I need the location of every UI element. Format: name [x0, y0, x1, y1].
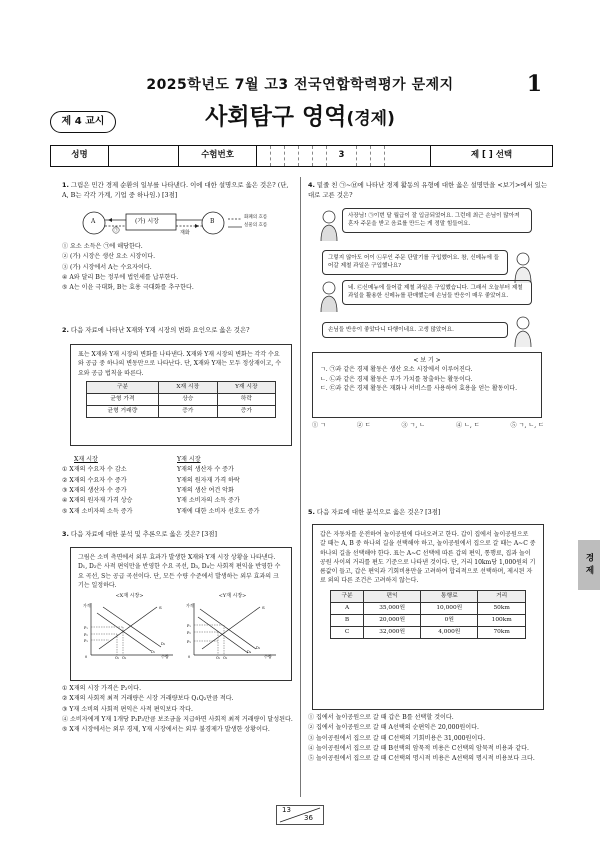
q1-option-2[interactable]: ② (가) 시장은 생산 요소 시장이다.: [62, 253, 156, 261]
q1-stem: 그림은 민간 경제 순환의 일부를 나타낸다. 이에 대한 설명으로 옳은 것은? (단, A, B는 각각 가계, 기업 중 하나임.) [3점]: [62, 181, 289, 199]
svg-text:Q₁: Q₁: [114, 655, 119, 659]
table-cell: 증가: [217, 405, 275, 417]
legend-real: 실물의 흐름: [244, 223, 268, 228]
q5-option-1[interactable]: ① 집에서 놀이공원으로 갈 때 갑은 B를 선택할 것이다.: [308, 714, 454, 721]
bogi-item-2: ㄴ. ㉡과 같은 경제 활동은 부가 가치를 창출하는 활동이다.: [320, 375, 473, 383]
y-market-svg: [184, 601, 282, 659]
q5-table: [330, 590, 526, 639]
q2-stem: 다음 자료에 나타난 X재와 Y재 시장의 변화 요인으로 옳은 것은?: [70, 326, 250, 334]
q3-data-box: [70, 547, 292, 681]
subject-name: 사회탐구 영역: [205, 104, 347, 130]
table-header: 통행료: [421, 590, 478, 602]
speech-bubble-3: 네. ㉢신메뉴에 들어갈 제철 과일은 구입했습니다. 그래서 오늘부터 제철 과일을 활용한 신메뉴를 판매했는데 손님들 반응이 매우 좋았어요.: [342, 280, 532, 305]
question-3: [62, 530, 292, 540]
q4-options: [312, 421, 544, 431]
svg-text:P₃: P₃: [186, 639, 191, 644]
svg-text:P₃: P₃: [83, 638, 88, 643]
q4-option-5[interactable]: ⑤ ㄱ, ㄴ, ㄷ: [510, 422, 544, 429]
table-header: 구분: [87, 381, 159, 393]
q3-number: 3.: [62, 530, 69, 538]
goods-label: 재화: [180, 230, 190, 236]
svg-text:가격: 가격: [185, 602, 194, 608]
table-cell: A: [331, 602, 364, 614]
q2-option-1[interactable]: [62, 465, 292, 475]
q3-option-5[interactable]: ⑤ X재 시장에서는 외부 경제, Y재 시장에서는 외부 불경제가 발생한 상황이다.: [62, 726, 270, 734]
q1-option-4[interactable]: ④ A와 달리 B는 정부에 법인세를 납부한다.: [62, 274, 179, 282]
table-cell: 70km: [478, 626, 526, 638]
q4-number: 4.: [308, 181, 315, 189]
q2-option-x: ② X재의 수요자 수 증가: [62, 476, 127, 484]
q2-option-x: ③ X재의 생산자 수 증가: [62, 487, 127, 495]
q3-box-text: 그림은 소비 측면에서 외부 효과가 발생한 X재와 Y재 시장 상황을 나타낸다. D₁, D₂은 사적 편익만을 반영한 수요 곡선, D₃, D₄는 사회적 편익을 반영한 수요 곡선, S는 공급 곡선이다. 단, 모든 수량 수준에서 발생하는 외부 효과의 크기는 일정하다.: [78, 554, 281, 589]
table-cell: 32,000원: [364, 626, 421, 638]
q1-option-3[interactable]: ③ (가) 시장에서 A는 수요자이다.: [62, 263, 152, 271]
q1-number: 1.: [62, 181, 69, 189]
q4-option-3[interactable]: ③ ㄱ, ㄴ: [401, 422, 426, 429]
choice-label: 제 [ ] 선택: [470, 150, 513, 161]
question-1: [62, 181, 292, 201]
q2-option-y: Y재 소비자의 소득 증가: [177, 497, 240, 505]
q5-options: [308, 713, 548, 765]
exam-no-field[interactable]: [257, 146, 431, 166]
q4-stem: 밑줄 친 ㉠~㉥에 나타난 경제 활동의 유형에 대한 옳은 설명만을 <보기>에서 있는 대로 고른 것은?: [308, 181, 548, 199]
owner-avatar: [512, 314, 534, 348]
exam-no-digit: 3: [327, 146, 357, 166]
page-counter: [276, 805, 324, 825]
q3-stem: 다음 자료에 대한 분석 및 추론으로 옳은 것은? [3점]: [70, 530, 217, 538]
svg-text:0: 0: [84, 654, 87, 659]
svg-text:D₃: D₃: [160, 641, 165, 646]
svg-text:P₂: P₂: [186, 630, 191, 635]
table-cell: 0원: [421, 614, 478, 626]
name-label: 성명: [51, 146, 109, 166]
q5-option-4[interactable]: ④ 놀이공원에서 집으로 갈 때 B선택의 암묵적 비용은 C선택의 암묵적 비용과 같다.: [308, 745, 529, 753]
bogi-title: < 보 기 >: [413, 357, 441, 364]
svg-text:수량: 수량: [263, 653, 272, 659]
q2-option-2[interactable]: [62, 476, 292, 486]
table-row: [87, 393, 276, 405]
exam-title: 2025학년도 7월 고3 전국연합학력평가 문제지: [146, 77, 454, 93]
employee-avatar: [318, 279, 340, 313]
examinee-info-table: [50, 145, 553, 167]
svg-text:S: S: [261, 604, 265, 610]
svg-text:Q₂: Q₂: [222, 655, 227, 659]
svg-text:P₂: P₂: [83, 632, 88, 637]
q3-option-3[interactable]: ③ Y재 소비의 사회적 편익은 사적 편익보다 작다.: [62, 705, 193, 713]
q2-option-y: Y재의 생산자 수 증가: [177, 466, 234, 474]
table-row: [331, 602, 526, 614]
q4-option-4[interactable]: ④ ㄴ, ㄷ: [456, 422, 480, 429]
bogi-item-3: ㄷ. ㉢과 같은 경제 활동은 재화나 서비스를 사용하여 효용을 얻는 활동이다.: [320, 384, 517, 392]
svg-text:가격: 가격: [82, 602, 91, 608]
q2-option-3[interactable]: [62, 486, 292, 496]
table-cell: B: [331, 614, 364, 626]
q5-stem: 다음 자료에 대한 분석으로 옳은 것은? [3점]: [316, 508, 441, 516]
x-graph-title: <X재 시장>: [115, 593, 144, 600]
speech-bubble-4: 손님들 반응이 좋았다니 다행이네요. 고생 많았어요.: [322, 322, 508, 338]
q2-table: [86, 381, 276, 418]
q1-option-1[interactable]: ① 요소 소득은 ㉠에 해당한다.: [62, 243, 143, 250]
q4-bogi-box: [312, 352, 542, 418]
svg-text:수량: 수량: [160, 653, 169, 659]
period-label: 제 4 교시: [50, 111, 116, 133]
q5-data-box: [312, 524, 544, 710]
q3-options: [62, 684, 294, 736]
q1-option-5[interactable]: ⑤ A는 이윤 극대화, B는 효용 극대화를 추구한다.: [62, 284, 194, 292]
table-header: 거리: [478, 590, 526, 602]
svg-text:0: 0: [187, 654, 190, 659]
table-cell: 균형 거래량: [87, 405, 159, 417]
q4-option-2[interactable]: ② ㄷ: [356, 422, 371, 429]
employee-avatar: [318, 208, 340, 242]
q5-option-2[interactable]: ② 집에서 놀이공원으로 갈 때 A선택의 순편익은 20,000원이다.: [308, 724, 479, 732]
table-cell: 10,000원: [421, 602, 478, 614]
q2-data-box: [70, 344, 292, 446]
svg-text:D₂: D₂: [255, 645, 260, 650]
question-4: [308, 181, 548, 201]
node-b: B: [210, 218, 215, 225]
q2-col-x: X재 시장: [74, 456, 98, 463]
table-header: 편익: [364, 590, 421, 602]
q2-box-text: 표는 X재와 Y재 시장의 변화를 나타낸다. X재와 Y재 시장의 변화는 각각 수요와 공급 중 하나의 변동만으로 나타난다. 단, X재와 Y재는 모두 정상재이고, 수요와 공급 법칙을 따른다.: [78, 351, 282, 377]
table-header: Y재 시장: [217, 381, 275, 393]
svg-text:S: S: [158, 604, 162, 610]
table-row: [331, 626, 526, 638]
page-total: 36: [304, 814, 313, 822]
q2-options: [62, 455, 292, 517]
table-cell: 증가: [158, 405, 217, 417]
svg-text:D₄: D₄: [246, 649, 251, 654]
q2-option-4[interactable]: [62, 496, 292, 506]
table-row: [331, 614, 526, 626]
q2-option-y: Y재의 원자재 가격 하락: [177, 476, 240, 484]
column-divider: [300, 177, 301, 797]
x-market-svg: [81, 601, 179, 659]
q5-option-5[interactable]: ⑤ 놀이공원에서 집으로 갈 때 C선택의 명시적 비용은 A선택의 명시적 비용보다 크다.: [308, 755, 535, 763]
q2-number: 2.: [62, 326, 69, 334]
table-header: 구분: [331, 590, 364, 602]
table-row: [87, 405, 276, 417]
subject-title: [0, 102, 600, 133]
page-current: 13: [282, 806, 291, 814]
q2-option-x: ⑤ X재 소비자의 소득 증가: [62, 507, 133, 515]
q4-option-1[interactable]: ① ㄱ: [312, 422, 326, 429]
owner-avatar: [512, 250, 534, 284]
svg-text:P₁: P₁: [83, 625, 88, 630]
q3-option-4[interactable]: ④ 소비자에게 Y재 1개당 P₂P₃만큼 보조금을 지급하면 사회적 최적 거래량이 달성된다.: [62, 716, 293, 724]
q2-option-x: ④ X재의 원자재 가격 상승: [62, 497, 133, 505]
q5-box-text: 갑은 자동차를 운전하여 놀이공원에 다녀오려고 한다. 갑이 집에서 놀이공원으로 갈 때는 A, B 중 하나의 길을 선택해야 하고, 놀이공원에서 집으로 갈 때는 A~C 중 하나의 길을 선택해야 한다. 표는 A~C 선택에 따른 갑의 편익, 통행료, 집과 놀이공원 사이의 거리를 편도 기준으로 나타낸 것이다. 단, 거리 10km당 1,000원의 기름값이 들고, 갑은 편익과 기회비용만을 고려하여 합리적으로 선택하며, 제시된 자료 외의 다른 조건은 고려하지 않는다.: [320, 531, 536, 585]
svg-text:P₁: P₁: [186, 623, 191, 628]
q2-option-y: Y재에 대한 소비자 선호도 증가: [177, 507, 260, 515]
table-cell: C: [331, 626, 364, 638]
q5-number: 5.: [308, 508, 315, 516]
legend-money: 화폐의 흐름: [244, 215, 268, 220]
subject-side-tab: 경제: [578, 540, 600, 590]
bogi-item-1: ㄱ. ㉠과 같은 경제 활동은 생산 요소 시장에서 이루어진다.: [320, 366, 473, 374]
q2-option-y: Y재의 생산 여건 악화: [177, 487, 234, 495]
q3-option-1[interactable]: ① X재의 시장 가격은 P₂이다.: [62, 685, 142, 692]
table-header: X재 시장: [158, 381, 217, 393]
q1-diagram: [78, 208, 288, 246]
table-cell: 4,000원: [421, 626, 478, 638]
q2-option-5[interactable]: [62, 507, 292, 517]
table-cell: 35,000원: [364, 602, 421, 614]
market-label: (가) 시장: [135, 218, 159, 225]
q2-option-x: ① X재의 수요자 수 감소: [62, 466, 127, 474]
y-market-graph: [184, 593, 282, 662]
exam-no-label: 수험번호: [179, 146, 257, 166]
table-cell: 균형 가격: [87, 393, 159, 405]
question-5: [308, 508, 548, 518]
question-2: [62, 326, 292, 336]
speech-bubble-2: 그렇지 않아도 어이 ㉡무인 주문 단말기를 구입했어요. 참, 신메뉴에 들어갈 제철 과일은 구입했나요?: [322, 250, 508, 275]
table-cell: 100km: [478, 614, 526, 626]
table-cell: 하락: [217, 393, 275, 405]
subject-paren: (경제): [346, 109, 395, 129]
q5-option-3[interactable]: ③ 놀이공원에서 집으로 갈 때 C선택의 기회비용은 31,000원이다.: [308, 734, 486, 742]
x-market-graph: [81, 593, 179, 662]
table-cell: 20,000원: [364, 614, 421, 626]
circle-label: ㉠: [114, 227, 118, 232]
node-a: A: [91, 218, 96, 225]
table-cell: 50km: [478, 602, 526, 614]
q1-options: [62, 242, 292, 294]
svg-text:Q₁: Q₁: [215, 655, 220, 659]
svg-text:Q₂: Q₂: [121, 655, 126, 659]
q3-option-2[interactable]: ② X재의 사회적 최적 거래량은 시장 거래량보다 Q₁Q₂만큼 적다.: [62, 695, 234, 703]
y-graph-title: <Y재 시장>: [218, 593, 247, 600]
name-field[interactable]: [109, 146, 179, 166]
svg-text:D₁: D₁: [150, 649, 155, 654]
page-number: 1: [526, 71, 542, 97]
speech-bubble-1: 사장님! ㉠이번 달 월급이 잘 입금되었어요. 그런데 최근 손님이 많아져 혼자 주문을 받고 음료를 만드는 게 정말 힘들어요.: [342, 208, 532, 233]
q2-col-y: Y재 시장: [177, 456, 201, 463]
table-cell: 상승: [158, 393, 217, 405]
